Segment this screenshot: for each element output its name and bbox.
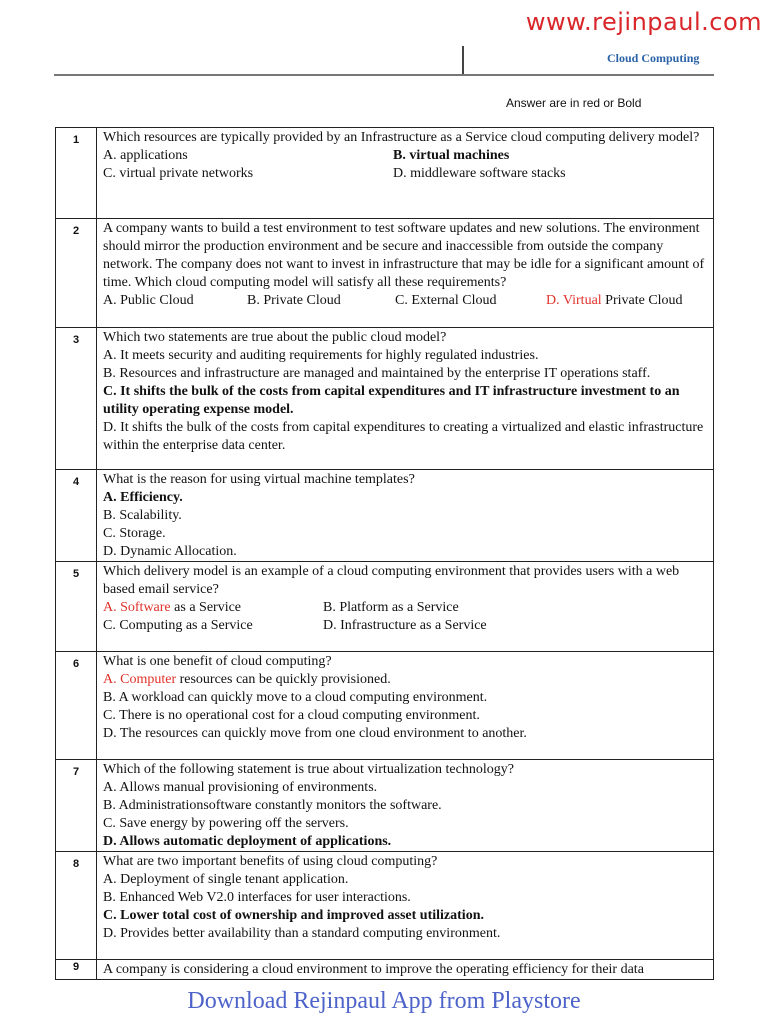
question-body	[97, 470, 714, 562]
question-number: 3	[56, 328, 97, 470]
question-text: A company is considering a cloud environment to improve the operating efficiency for their data	[103, 962, 644, 977]
option-d: D. Dynamic Allocation.	[103, 544, 237, 559]
question-row	[56, 562, 714, 652]
question-row	[56, 852, 714, 960]
question-body	[97, 652, 714, 760]
option-d: D. The resources can quickly move from one cloud environment to another.	[103, 726, 527, 741]
question-row	[56, 760, 714, 852]
question-text: What is one benefit of cloud computing?	[103, 654, 332, 669]
question-body	[97, 328, 714, 470]
question-row	[56, 128, 714, 219]
question-row	[56, 470, 714, 562]
question-number: 8	[56, 852, 97, 960]
option-a	[103, 599, 323, 617]
option-d	[546, 292, 683, 310]
option-a: A. Efficiency.	[103, 490, 183, 505]
answer-highlight: D. Virtual	[546, 293, 602, 308]
answer-highlight: A. Software	[103, 600, 171, 615]
option-b: B. Enhanced Web V2.0 interfaces for user interactions.	[103, 890, 411, 905]
option-b: B. Resources and infrastructure are managed and maintained by the enterprise IT operations staff.	[103, 366, 651, 381]
option-a: A. applications	[103, 148, 188, 163]
option-d: D. Infrastructure as a Service	[323, 618, 487, 633]
option-b: B. Platform as a Service	[323, 600, 459, 615]
option-d: D. Provides better availability than a standard computing environment.	[103, 926, 501, 941]
option-b: B. A workload can quickly move to a cloud computing environment.	[103, 690, 488, 705]
question-body	[97, 562, 714, 652]
question-number: 5	[56, 562, 97, 652]
question-row	[56, 328, 714, 470]
answer-highlight: A. Computer	[103, 672, 177, 687]
question-body	[97, 960, 714, 980]
question-number: 2	[56, 219, 97, 328]
option-d: D. Allows automatic deployment of applications.	[103, 834, 392, 849]
footer-banner[interactable]: Download Rejinpaul App from Playstore	[187, 988, 581, 1014]
question-body	[97, 128, 714, 219]
option-b: B. Scalability.	[103, 508, 182, 523]
option-c: C. Storage.	[103, 526, 166, 541]
header-divider	[462, 46, 464, 74]
question-table	[55, 127, 714, 980]
option-a	[103, 671, 707, 689]
option-a-text: resources can be quickly provisioned.	[176, 672, 391, 687]
answer-note: Answer are in red or Bold	[506, 96, 642, 110]
question-text: What is the reason for using virtual machine templates?	[103, 472, 415, 487]
option-b: B. virtual machines	[393, 148, 510, 163]
option-a: A. Public Cloud	[103, 293, 194, 308]
question-text: Which delivery model is an example of a cloud computing environment that provides users with a web based email service?	[103, 564, 680, 597]
option-a: A. Deployment of single tenant application.	[103, 872, 349, 887]
question-body	[97, 852, 714, 960]
option-d: D. middleware software stacks	[393, 166, 566, 181]
option-a-text: as a Service	[170, 600, 242, 615]
question-text: Which resources are typically provided by an Infrastructure as a Service cloud computing delivery model?	[103, 130, 700, 145]
question-row	[56, 652, 714, 760]
option-c: C. It shifts the bulk of the costs from capital expenditures and IT infrastructure investment to an utility operating expense model.	[103, 384, 680, 417]
question-body	[97, 219, 714, 328]
option-c: C. Computing as a Service	[103, 618, 253, 633]
option-d: D. It shifts the bulk of the costs from capital expenditures to creating a virtualized and elastic infrastructure within the enterprise data center.	[103, 420, 704, 453]
question-row	[56, 219, 714, 328]
question-text: A company wants to build a test environment to test software updates and new solutions. The environment should mirror the production environment and be secure and inaccessible from outside the company network. The company does not want to invest in infrastructure that may be idle for a significant amount of time. Which cloud computing model will satisfy all these requirements?	[103, 221, 705, 290]
option-b: B. Administrationsoftware constantly monitors the software.	[103, 798, 442, 813]
question-text: Which of the following statement is true about virtualization technology?	[103, 762, 514, 777]
question-number: 7	[56, 760, 97, 852]
option-c: C. Save energy by powering off the servers.	[103, 816, 349, 831]
question-text: What are two important benefits of using cloud computing?	[103, 854, 438, 869]
question-number: 4	[56, 470, 97, 562]
site-url[interactable]: www.rejinpaul.com	[525, 8, 762, 36]
option-a: A. Allows manual provisioning of environments.	[103, 780, 378, 795]
option-c: C. External Cloud	[395, 293, 497, 308]
question-number: 1	[56, 128, 97, 219]
question-row	[56, 960, 714, 980]
option-b: B. Private Cloud	[247, 293, 341, 308]
course-title: Cloud Computing	[607, 51, 700, 65]
option-d-text: Private Cloud	[601, 293, 683, 308]
question-number: 9	[56, 960, 97, 980]
question-text: Which two statements are true about the public cloud model?	[103, 330, 447, 345]
option-c: C. Lower total cost of ownership and improved asset utilization.	[103, 908, 484, 923]
question-body	[97, 760, 714, 852]
option-c: C. There is no operational cost for a cloud computing environment.	[103, 708, 480, 723]
option-a: A. It meets security and auditing requirements for highly regulated industries.	[103, 348, 539, 363]
option-c: C. virtual private networks	[103, 166, 254, 181]
question-number: 6	[56, 652, 97, 760]
header-rule	[54, 74, 714, 76]
